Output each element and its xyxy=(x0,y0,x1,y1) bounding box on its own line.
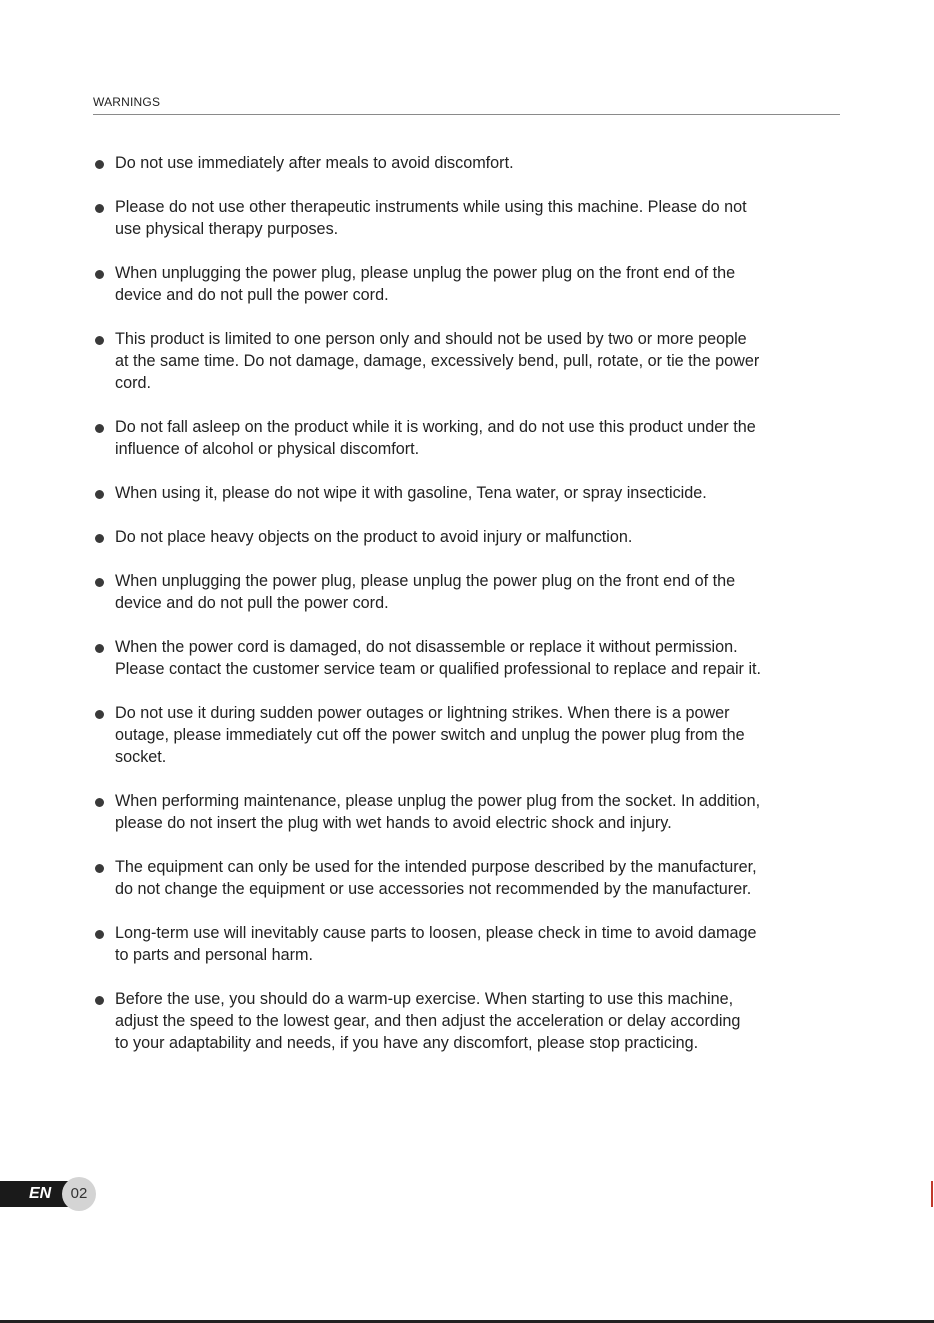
bullet-icon xyxy=(95,996,104,1005)
warning-item xyxy=(93,262,863,306)
warning-item xyxy=(93,482,863,504)
warning-item xyxy=(93,922,863,966)
edge-tab-marker xyxy=(931,1181,933,1207)
warning-text: Please do not use other therapeutic instruments while using this machine. Please do not use physical therapy purposes. xyxy=(115,198,747,238)
warning-item xyxy=(93,152,863,174)
warning-text: Long-term use will inevitably cause parts to loosen, please check in time to avoid damage to parts and personal harm. xyxy=(115,924,757,964)
page-number-badge: 02 xyxy=(62,1177,96,1211)
warning-text: This product is limited to one person only and should not be used by two or more people at the same time. Do not damage, damage, excessively bend, pull, rotate, or tie the power cord. xyxy=(115,330,760,392)
warning-item xyxy=(93,702,863,768)
warning-item xyxy=(93,790,863,834)
warning-item xyxy=(93,856,863,900)
bullet-icon xyxy=(95,160,104,169)
bullet-icon xyxy=(95,578,104,587)
warning-text: When unplugging the power plug, please unplug the power plug on the front end of the device and do not pull the power cord. xyxy=(115,264,736,304)
warnings-list xyxy=(93,152,863,1076)
section-title: WARNINGS xyxy=(93,95,161,109)
bullet-icon xyxy=(95,798,104,807)
bullet-icon xyxy=(95,204,104,213)
warning-text: Do not place heavy objects on the product to avoid injury or malfunction. xyxy=(115,528,633,546)
bullet-icon xyxy=(95,534,104,543)
warning-item xyxy=(93,526,863,548)
warning-text: When using it, please do not wipe it with gasoline, Tena water, or spray insecticide. xyxy=(115,484,707,502)
bullet-icon xyxy=(95,864,104,873)
warning-item xyxy=(93,988,863,1054)
warning-text: Do not fall asleep on the product while it is working, and do not use this product under the influence of alcohol or physical discomfort. xyxy=(115,418,756,458)
warning-text: When the power cord is damaged, do not disassemble or replace it without permission. Please contact the customer service team or qualified professional to replace and repair it. xyxy=(115,638,762,678)
warning-item xyxy=(93,196,863,240)
warning-text: Do not use it during sudden power outages or lightning strikes. When there is a power outage, please immediately cut off the power switch and unplug the power plug from the socket. xyxy=(115,704,745,766)
page-header xyxy=(93,95,840,115)
bullet-icon xyxy=(95,336,104,345)
language-tab: EN xyxy=(0,1181,70,1207)
bullet-icon xyxy=(95,644,104,653)
warning-item xyxy=(93,570,863,614)
warning-text: Do not use immediately after meals to avoid discomfort. xyxy=(115,154,514,172)
warning-text: The equipment can only be used for the intended purpose described by the manufacturer, do not change the equipment or use accessories not recommended by the manufacturer. xyxy=(115,858,757,898)
warning-item xyxy=(93,636,863,680)
bullet-icon xyxy=(95,930,104,939)
warning-item xyxy=(93,416,863,460)
bullet-icon xyxy=(95,424,104,433)
warning-text: Before the use, you should do a warm-up exercise. When starting to use this machine, adjust the speed to the lowest gear, and then adjust the acceleration or delay according to your adaptability and needs, if you have any discomfort, please stop practicing. xyxy=(115,990,741,1052)
bullet-icon xyxy=(95,710,104,719)
warning-item xyxy=(93,328,863,394)
warning-text: When performing maintenance, please unplug the power plug from the socket. In addition, please do not insert the plug with wet hands to avoid electric shock and injury. xyxy=(115,792,761,832)
warning-text: When unplugging the power plug, please unplug the power plug on the front end of the device and do not pull the power cord. xyxy=(115,572,736,612)
bullet-icon xyxy=(95,270,104,279)
bullet-icon xyxy=(95,490,104,499)
